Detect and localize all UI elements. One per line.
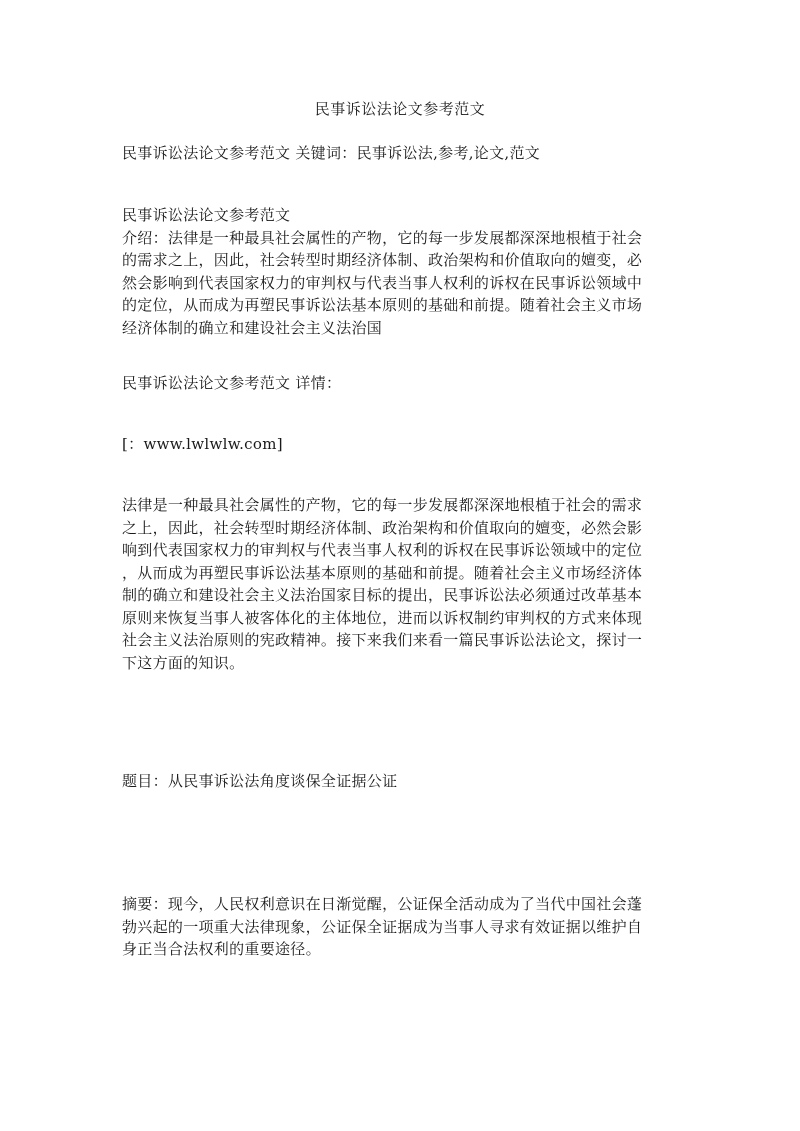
body-line: ，从而成为再塑民事诉讼法基本原则的基础和前提。随着社会主义市场经济体 — [122, 563, 643, 582]
intro-line: 经济体制的确立和建设社会主义法治国 — [122, 318, 383, 337]
source-link-text: [：www.lwlwlw.com] — [122, 435, 283, 453]
details-line — [122, 372, 682, 395]
body-line: 法律是一种最具社会属性的产物，它的每一步发展都深深地根植于社会的需求 — [122, 496, 643, 514]
source-line — [122, 433, 682, 456]
keywords-line — [122, 142, 682, 165]
abstract-line: 身正当合法权利的重要途径。 — [122, 940, 321, 958]
body-line: 下这方面的知识。 — [122, 653, 245, 672]
body-line: 社会主义法治原则的宪政精神。接下来我们来看一篇民事诉讼法论文，探讨一 — [122, 631, 643, 649]
topic-text: 题目：从民事诉讼法角度谈保全证据公证 — [122, 772, 398, 790]
body-line: 之上，因此，社会转型时期经济体制、政治架构和价值取向的嬗变，必然会影 — [122, 518, 643, 537]
body-line: 响到代表国家权力的审判权与代表当事人权利的诉权在民事诉讼领域中的定位 — [122, 541, 643, 559]
intro-line: 的定位，从而成为再塑民事诉讼法基本原则的基础和前提。随着社会主义市场 — [122, 296, 643, 314]
topic-line — [122, 770, 682, 793]
keywords-text: 民事诉讼法论文参考范文 关键词：民事诉讼法,参考,论文,范文 — [122, 144, 541, 162]
document-title: 民事诉讼法论文参考范文 — [314, 100, 486, 118]
abstract-line: 摘要：现今，人民权利意识在日渐觉醒，公证保全活动成为了当代中国社会蓬 — [122, 895, 643, 913]
intro-line: 然会影响到代表国家权力的审判权与代表当事人权利的诉权在民事诉讼领域中 — [122, 273, 643, 292]
body-line: 原则来恢复当事人被客体化的主体地位，进而以诉权制约审判权的方式来体现 — [122, 608, 643, 627]
intro-section — [122, 204, 682, 339]
body-line: 制的确立和建设社会主义法治国家目标的提出，民事诉讼法必须通过改革基本 — [122, 586, 643, 604]
intro-line: 介绍：法律是一种最具社会属性的产物，它的每一步发展都深深地根植于社会 — [122, 228, 643, 247]
abstract-paragraph — [122, 893, 682, 961]
body-paragraph — [122, 494, 682, 674]
abstract-line: 勃兴起的一项重大法律现象，公证保全证据成为当事人寻求有效证据以维护自 — [122, 917, 643, 936]
details-text: 民事诉讼法论文参考范文 详情： — [122, 374, 342, 392]
intro-heading: 民事诉讼法论文参考范文 — [122, 206, 291, 224]
intro-line: 的需求之上，因此，社会转型时期经济体制、政治架构和价值取向的嬗变，必 — [122, 251, 643, 269]
